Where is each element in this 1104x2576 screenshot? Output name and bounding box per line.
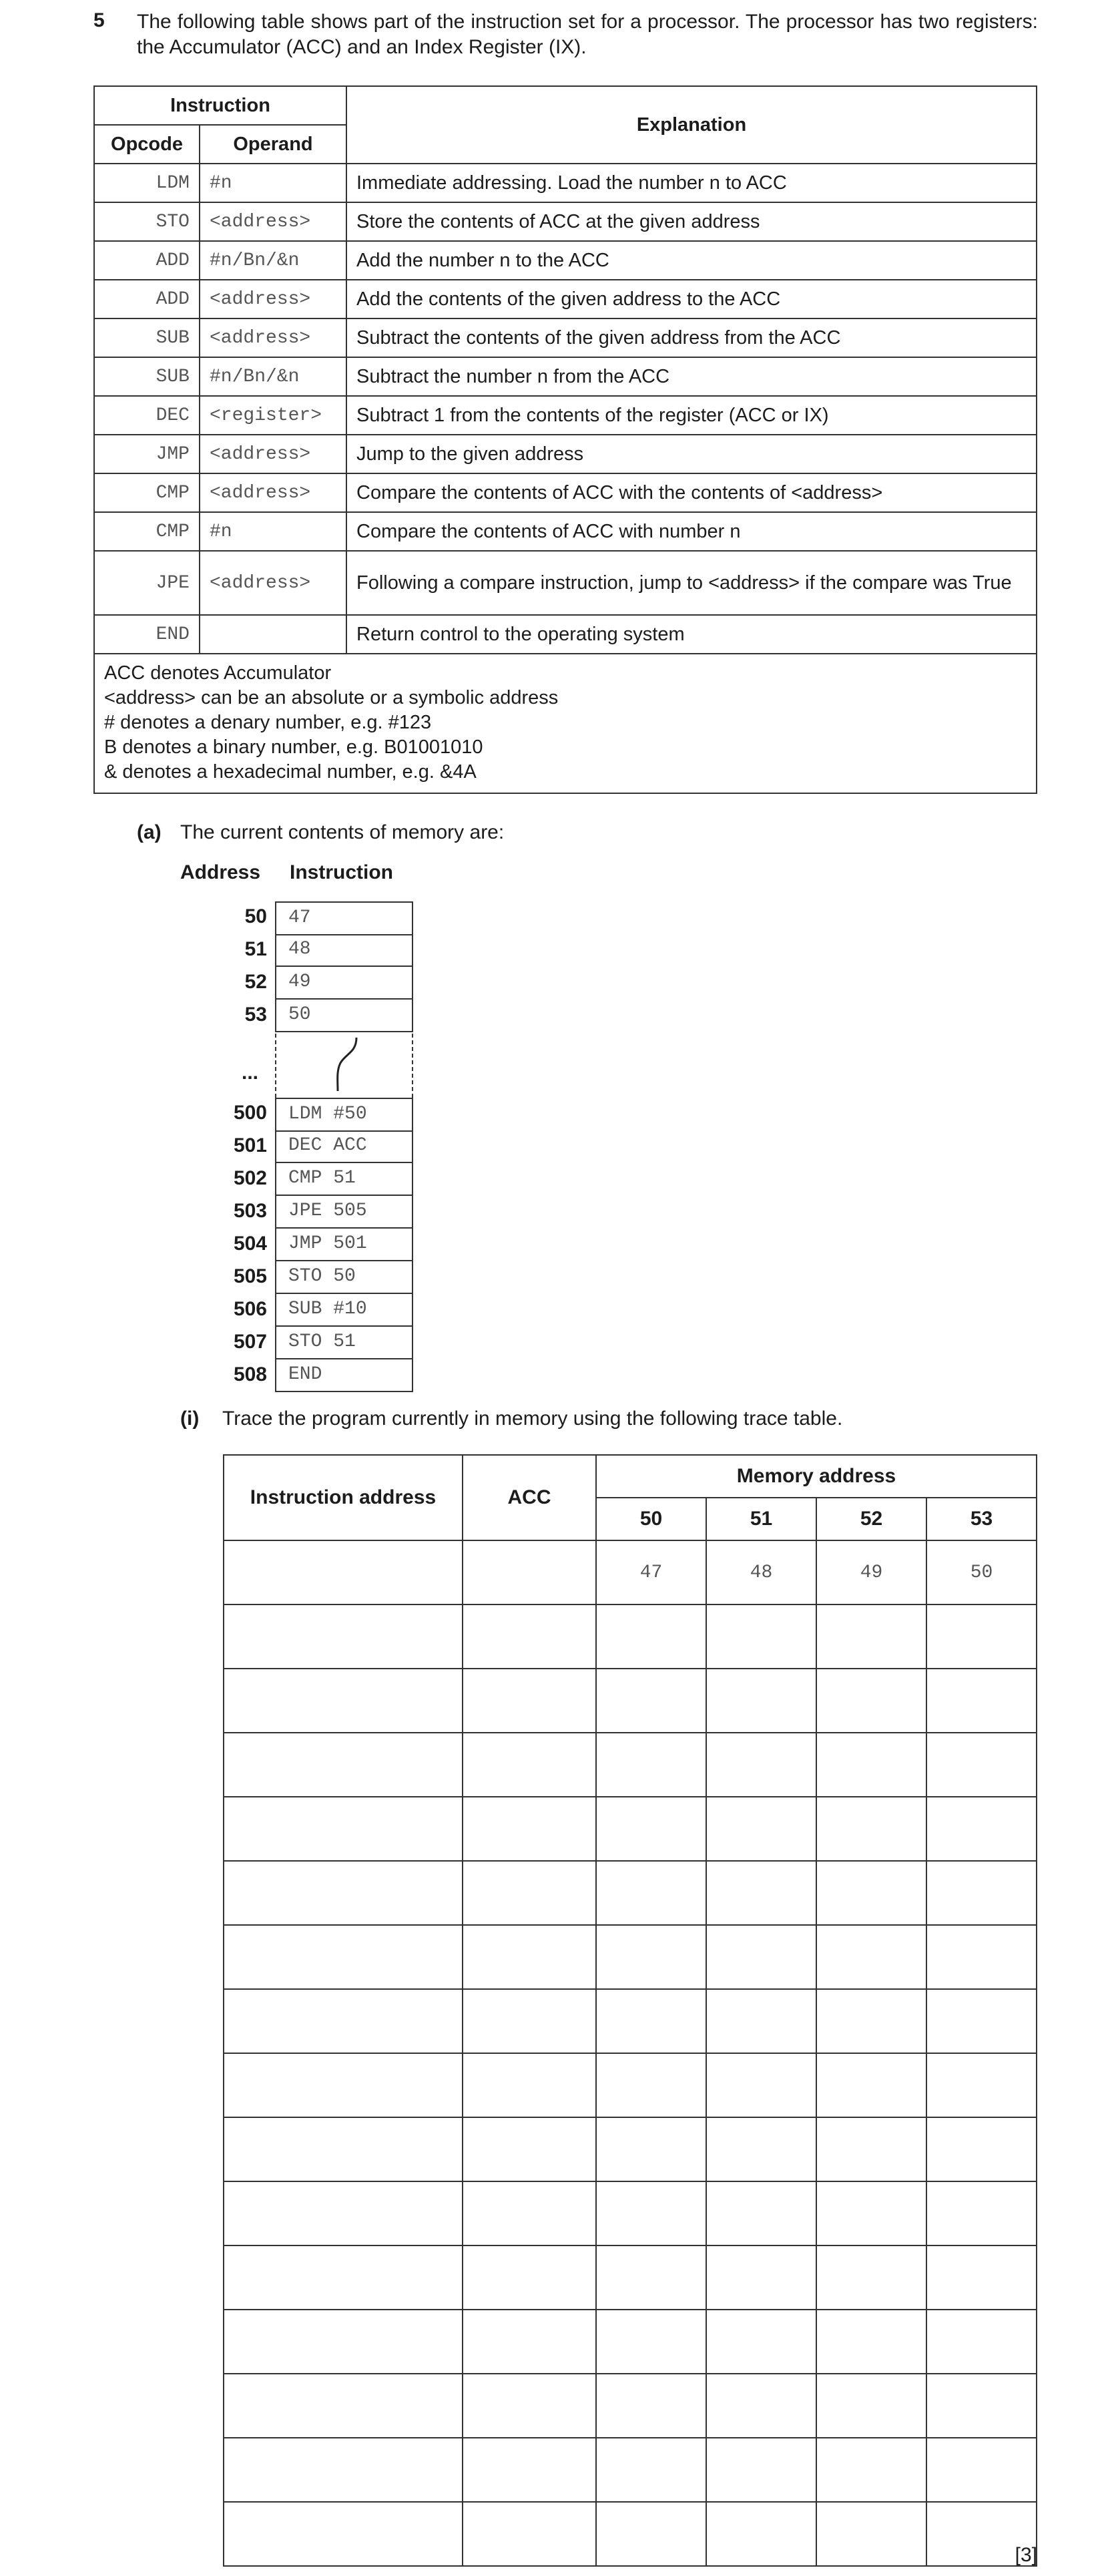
operand-cell: <address> [200,280,346,318]
memory-address: 53 [244,1004,267,1026]
trace-cell[interactable] [224,1861,463,1925]
trace-cell[interactable] [463,1669,596,1733]
trace-cell[interactable] [224,2117,463,2181]
trace-cell[interactable] [706,2181,816,2245]
trace-cell[interactable] [816,1797,926,1861]
trace-cell[interactable] [816,2502,926,2566]
instruction-row [94,241,1037,280]
question-text: The following table shows part of the instruction set for a processor. The processor has two registers: the Accumulator (ACC) and an Index Register (IX). [137,11,1038,58]
trace-table [223,1454,1037,2567]
memory-cell: JMP 501 [275,1229,413,1261]
trace-cell[interactable] [706,1733,816,1797]
part-a-label: (a) [137,821,162,843]
note-line: <address> can be an absolute or a symbolic address [104,687,559,708]
memory-address: 500 [233,1102,267,1124]
instruction-row [94,615,1037,654]
trace-cell[interactable] [926,1669,1037,1733]
trace-cell[interactable] [816,1669,926,1733]
opcode-cell: SUB [94,357,200,396]
trace-cell[interactable] [596,1604,706,1669]
trace-row [224,2117,1037,2181]
explanation-cell: Return control to the operating system [346,615,1037,654]
trace-rows [224,1540,1037,2566]
operand-cell: <register> [200,396,346,435]
trace-cell[interactable] [816,2181,926,2245]
trace-row [224,1604,1037,1669]
trace-row [224,2310,1037,2374]
trace-cell[interactable] [463,1925,596,1989]
trace-initial-value: 48 [706,1540,816,1604]
trace-cell[interactable] [926,2438,1037,2502]
memory-address: 501 [233,1134,267,1156]
trace-cell[interactable] [596,2310,706,2374]
explanation-cell: Subtract the contents of the given address from the ACC [346,318,1037,357]
trace-cell[interactable] [706,1925,816,1989]
trace-cell[interactable] [596,1669,706,1733]
explanation-cell: Store the contents of ACC at the given address [346,202,1037,241]
trace-cell[interactable] [596,1861,706,1925]
memory-cell: 48 [275,934,413,967]
trace-cell[interactable] [224,1925,463,1989]
operand-cell: #n [200,512,346,551]
part-a-text: The current contents of memory are: [180,821,505,843]
opcode-cell: CMP [94,512,200,551]
explanation-cell: Compare the contents of ACC with the contents of <address> [346,473,1037,512]
trace-cell[interactable] [816,2053,926,2117]
trace-cell[interactable] [816,2310,926,2374]
instruction-row [94,357,1037,396]
trace-cell[interactable] [463,2374,596,2438]
trace-cell[interactable] [706,1604,816,1669]
note-line: & denotes a hexadecimal number, e.g. &4A [104,761,477,783]
trace-cell[interactable] [463,1797,596,1861]
trace-cell[interactable] [926,1797,1037,1861]
explanation-cell: Compare the contents of ACC with number n [346,512,1037,551]
trace-cell[interactable] [816,1733,926,1797]
trace-cell[interactable] [706,1797,816,1861]
opcode-cell: JMP [94,435,200,473]
trace-cell[interactable] [706,2053,816,2117]
memory-cell: DEC ACC [275,1130,413,1163]
trace-cell[interactable] [926,1604,1037,1669]
memory-address: 507 [233,1331,267,1353]
trace-cell[interactable] [596,2438,706,2502]
trace-cell[interactable] [224,2053,463,2117]
trace-cell[interactable] [706,2438,816,2502]
opcode-cell: END [94,615,200,654]
trace-cell[interactable] [816,1989,926,2053]
trace-cell[interactable] [926,2181,1037,2245]
memory-cell: STO 51 [275,1327,413,1359]
trace-cell[interactable] [596,1797,706,1861]
trace-cell[interactable] [463,1989,596,2053]
trace-row [224,1925,1037,1989]
trace-cell[interactable] [926,2310,1037,2374]
trace-cell[interactable] [596,2502,706,2566]
trace-cell[interactable] [463,2181,596,2245]
part-i-label: (i) [180,1408,200,1430]
trace-cell[interactable] [224,2438,463,2502]
trace-row [224,2374,1037,2438]
trace-row [224,1861,1037,1925]
memory-address-51-header: 51 [706,1498,816,1540]
instruction-row [94,202,1037,241]
opcode-cell: CMP [94,473,200,512]
instruction-row [94,435,1037,473]
instruction-header: Instruction [94,86,346,125]
opcode-cell: LDM [94,164,200,202]
trace-cell[interactable] [224,2310,463,2374]
operand-cell: <address> [200,202,346,241]
trace-cell[interactable] [926,1861,1037,1925]
trace-cell[interactable] [926,2245,1037,2310]
trace-cell[interactable] [706,2374,816,2438]
trace-row [224,1989,1037,2053]
memory-gap [275,1034,413,1098]
trace-cell[interactable] [816,2374,926,2438]
trace-cell[interactable] [596,2053,706,2117]
instruction-row [94,164,1037,202]
memory-address: 503 [233,1200,267,1222]
trace-cell[interactable] [463,2053,596,2117]
trace-cell[interactable] [596,2245,706,2310]
memory-address: 502 [233,1167,267,1189]
trace-cell[interactable] [596,2117,706,2181]
explanation-cell: Subtract the number n from the ACC [346,357,1037,396]
instruction-column-header: Instruction [290,861,393,883]
explanation-cell: Subtract 1 from the contents of the register (ACC or IX) [346,396,1037,435]
opcode-header: Opcode [94,125,200,164]
memory-address: 504 [233,1233,267,1255]
trace-cell[interactable] [926,2053,1037,2117]
memory-address-header: Memory address [596,1455,1037,1498]
trace-cell[interactable] [596,2374,706,2438]
trace-row [224,2181,1037,2245]
notes-cell [94,654,1037,793]
operand-cell: <address> [200,318,346,357]
operand-cell: #n/Bn/&n [200,357,346,396]
trace-cell[interactable] [926,1989,1037,2053]
trace-cell[interactable] [463,1861,596,1925]
trace-cell[interactable] [463,2438,596,2502]
memory-cell: CMP 51 [275,1163,413,1196]
memory-cell: LDM #50 [275,1098,413,1132]
memory-address: 508 [233,1363,267,1385]
memory-cell: 49 [275,967,413,1000]
trace-cell[interactable] [596,1925,706,1989]
acc-header: ACC [463,1455,596,1540]
operand-cell: #n/Bn/&n [200,241,346,280]
trace-row [224,1669,1037,1733]
memory-cell: STO 50 [275,1261,413,1294]
trace-cell[interactable] [224,1797,463,1861]
instruction-set-table [93,85,1037,794]
instruction-row [94,473,1037,512]
memory-cell: SUB #10 [275,1294,413,1327]
memory-cell: END [275,1359,413,1392]
trace-cell[interactable] [463,2117,596,2181]
explanation-cell: Jump to the given address [346,435,1037,473]
trace-cell[interactable] [926,1925,1037,1989]
opcode-cell: SUB [94,318,200,357]
trace-row [224,1733,1037,1797]
trace-cell[interactable] [463,2502,596,2566]
trace-cell[interactable] [463,2245,596,2310]
trace-cell[interactable] [926,2374,1037,2438]
trace-cell[interactable] [706,2310,816,2374]
trace-cell[interactable] [463,1604,596,1669]
memory-address-52-header: 52 [816,1498,926,1540]
explanation-cell: Following a compare instruction, jump to <address> if the compare was True [346,551,1037,615]
trace-cell[interactable] [926,1733,1037,1797]
operand-cell: #n [200,164,346,202]
memory-address: 50 [244,905,267,927]
ellipsis: ... [242,1062,259,1084]
explanation-header: Explanation [346,86,1037,164]
notes-list [104,661,1027,785]
trace-initial-value: 49 [816,1540,926,1604]
instruction-row [94,512,1037,551]
trace-cell[interactable] [463,2310,596,2374]
opcode-cell: JPE [94,551,200,615]
memory-cell: JPE 505 [275,1196,413,1229]
trace-cell[interactable] [816,1925,926,1989]
operand-cell: <address> [200,435,346,473]
trace-cell[interactable] [706,2117,816,2181]
trace-cell[interactable] [816,1861,926,1925]
trace-row [224,1797,1037,1861]
trace-cell[interactable] [224,2502,463,2566]
trace-row [224,2053,1037,2117]
operand-header: Operand [200,125,346,164]
question-number: 5 [93,9,105,31]
trace-cell[interactable] [224,1669,463,1733]
trace-row [224,2438,1037,2502]
trace-cell[interactable] [224,2181,463,2245]
note-line: ACC denotes Accumulator [104,662,332,684]
address-column-header: Address [180,861,261,883]
marks: [3] [1015,2544,1037,2566]
trace-cell[interactable] [926,2117,1037,2181]
operand-cell [200,615,346,654]
trace-cell[interactable] [596,1989,706,2053]
instruction-address-header: Instruction address [224,1455,463,1540]
trace-cell[interactable] [816,2117,926,2181]
trace-cell[interactable] [224,2374,463,2438]
trace-cell[interactable] [706,2502,816,2566]
memory-address: 52 [244,971,267,993]
trace-cell[interactable] [816,2245,926,2310]
instruction-row [94,551,1037,615]
instruction-rows [94,164,1037,654]
note-line: # denotes a denary number, e.g. #123 [104,712,432,733]
explanation-cell: Immediate addressing. Load the number n to ACC [346,164,1037,202]
explanation-cell: Add the contents of the given address to the ACC [346,280,1037,318]
memory-address-50-header: 50 [596,1498,706,1540]
trace-cell[interactable] [816,1604,926,1669]
trace-cell[interactable] [706,1989,816,2053]
operand-cell: <address> [200,551,346,615]
break-mark-icon [276,1034,412,1098]
operand-cell: <address> [200,473,346,512]
trace-cell[interactable] [463,1733,596,1797]
opcode-cell: ADD [94,280,200,318]
opcode-cell: ADD [94,241,200,280]
trace-cell[interactable] [706,1669,816,1733]
trace-cell[interactable] [224,1989,463,2053]
memory-address: 505 [233,1265,267,1287]
instruction-row [94,318,1037,357]
trace-cell[interactable] [224,2245,463,2310]
trace-cell[interactable] [706,2245,816,2310]
trace-row [224,2502,1037,2566]
trace-cell[interactable] [816,2438,926,2502]
trace-cell[interactable] [224,1733,463,1797]
memory-address: 51 [244,938,267,960]
memory-cell: 47 [275,901,413,935]
explanation-cell: Add the number n to the ACC [346,241,1037,280]
trace-cell[interactable] [463,1540,596,1604]
instruction-row [94,280,1037,318]
memory-address-53-header: 53 [926,1498,1037,1540]
opcode-cell: STO [94,202,200,241]
memory-cell: 50 [275,1000,413,1032]
trace-cell[interactable] [224,1540,463,1604]
note-line: B denotes a binary number, e.g. B01001010 [104,736,483,758]
part-i-text: Trace the program currently in memory using the following trace table. [222,1408,843,1430]
trace-cell[interactable] [706,1861,816,1925]
trace-cell[interactable] [596,2181,706,2245]
opcode-cell: DEC [94,396,200,435]
trace-cell[interactable] [224,1604,463,1669]
memory-address: 506 [233,1298,267,1320]
trace-row [224,2245,1037,2310]
trace-initial-row [224,1540,1037,1604]
trace-initial-value: 47 [596,1540,706,1604]
instruction-row [94,396,1037,435]
trace-cell[interactable] [596,1733,706,1797]
trace-initial-value: 50 [926,1540,1037,1604]
